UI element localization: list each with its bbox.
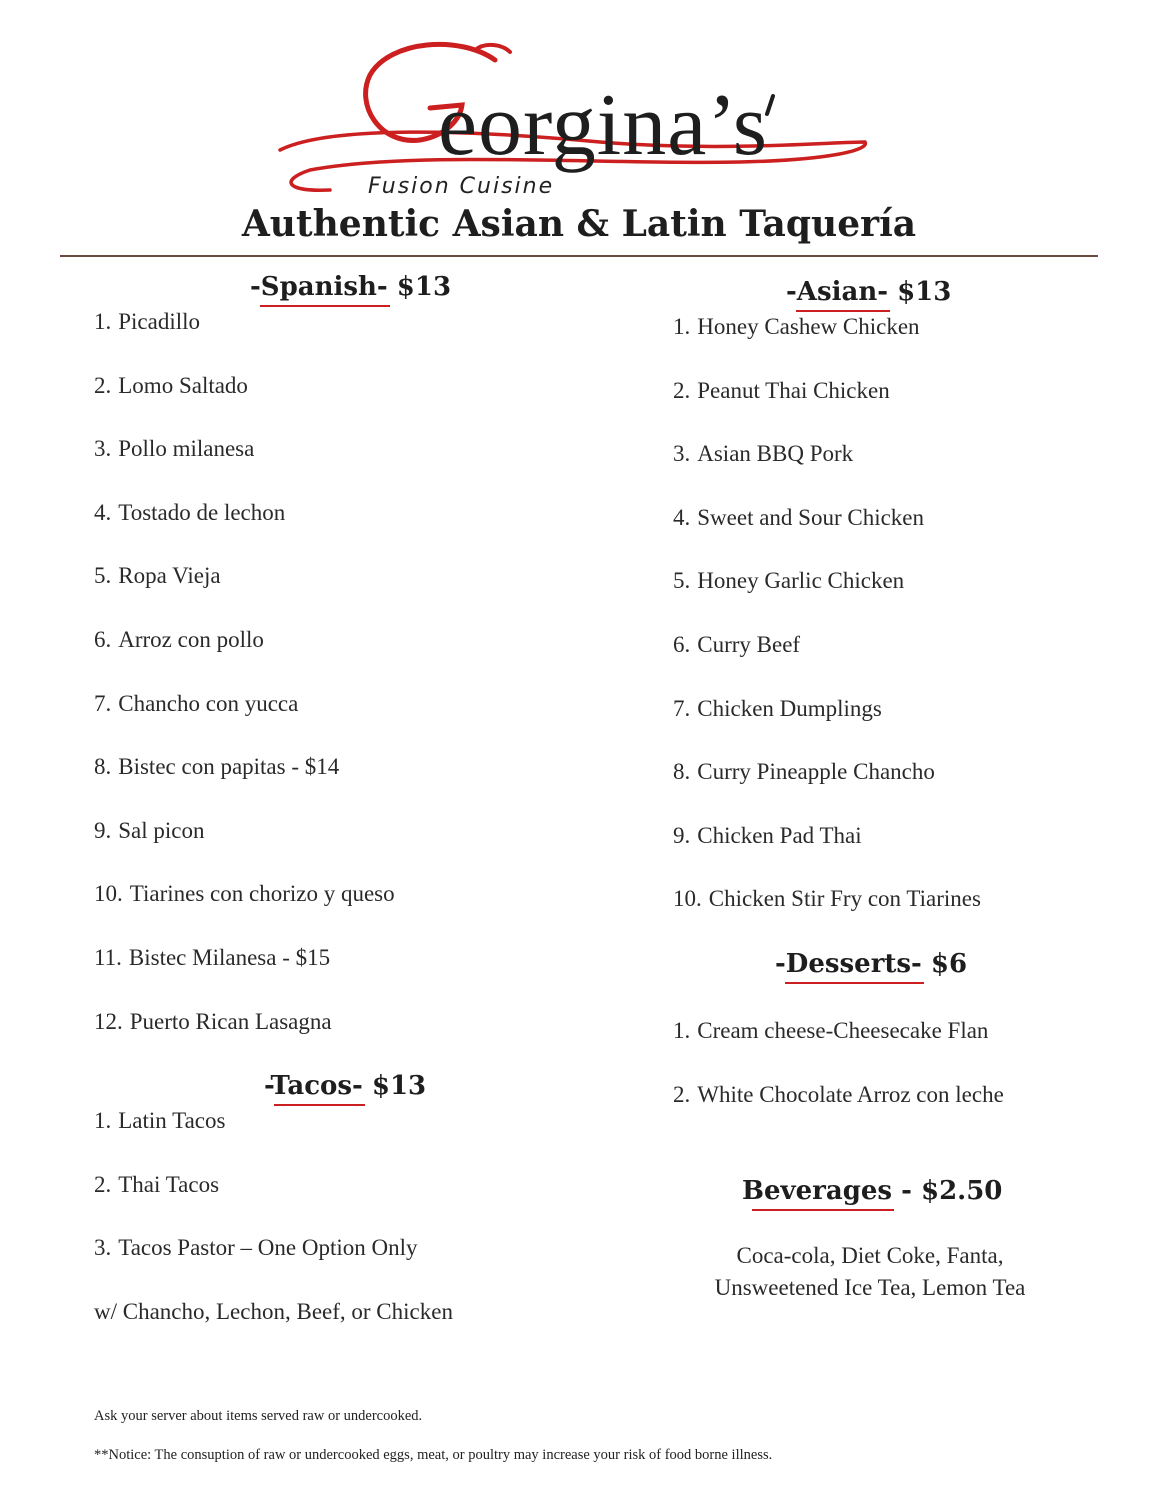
menu-item-number: 2. [673, 1081, 691, 1107]
asian-menu-item [673, 804, 981, 868]
menu-item-number: 4. [673, 504, 691, 530]
menu-item-name: Bistec con papitas - $14 [118, 754, 340, 780]
tacos-menu-item [94, 1216, 453, 1280]
menu-item-number: 6. [673, 631, 691, 657]
spanish-menu-item [94, 608, 395, 672]
menu-item-name: Honey Garlic Chicken [697, 568, 905, 594]
logo-subtitle: Fusion Cuisine [368, 174, 555, 199]
spanish-section-title: -Spanish- [250, 272, 388, 302]
restaurant-logo [270, 30, 880, 210]
menu-item-number: 10. [94, 881, 123, 907]
menu-item-number: 1. [94, 309, 112, 334]
menu-item-number: 7. [94, 690, 112, 716]
menu-item-name: Puerto Rican Lasagna [129, 1008, 332, 1034]
menu-item-name: Chicken Dumplings [697, 695, 882, 721]
beverages-line-1: Coca-cola, Diet Coke, Fanta, [736, 1243, 1004, 1268]
menu-item-number: 5. [673, 568, 691, 594]
menu-item-number: 10. [673, 886, 702, 912]
tacos-menu-item [94, 1280, 453, 1344]
menu-item-name: Arroz con pollo [118, 626, 264, 652]
spanish-menu-item [94, 417, 395, 481]
menu-item-number: 7. [673, 695, 691, 721]
menu-item-number: 4. [94, 499, 112, 525]
menu-item-number: 5. [94, 563, 112, 589]
asian-menu-item [673, 740, 981, 804]
menu-item-name: Chancho con yucca [118, 690, 299, 716]
menu-item-number: 3. [94, 1235, 112, 1261]
beverages-list [660, 1240, 1080, 1304]
menu-item-name: Tacos Pastor – One Option Only [118, 1235, 418, 1261]
beverages-section-heading [742, 1178, 1002, 1204]
menu-item-name: Sal picon [118, 817, 205, 843]
menu-item-name: Peanut Thai Chicken [697, 377, 890, 403]
spanish-menu-item [94, 990, 395, 1054]
asian-menu-item [673, 359, 981, 423]
spanish-menu-item [94, 481, 395, 545]
asian-section-price: $13 [897, 277, 952, 307]
menu-item-number: 8. [94, 754, 112, 780]
menu-item-name: Cream cheese-Cheesecake Flan [697, 1018, 989, 1043]
menu-item-number: 2. [94, 1171, 112, 1197]
tacos-menu-item [94, 1089, 453, 1153]
raw-food-note: Ask your server about items served raw or undercooked. [94, 1408, 423, 1424]
menu-item-number: 1. [94, 1108, 112, 1133]
menu-item-number: 8. [673, 759, 691, 785]
asian-menu-item [673, 549, 981, 613]
desserts-section-title: -Desserts- [775, 949, 922, 979]
menu-item-name: Latin Tacos [118, 1108, 226, 1133]
spanish-menu-item [94, 926, 395, 990]
asian-section-title: -Asian- [786, 277, 889, 307]
desserts-menu-item [673, 999, 1004, 1063]
menu-item-number: 3. [94, 436, 112, 462]
spanish-menu-item [94, 672, 395, 736]
tacos-menu-item [94, 1153, 453, 1217]
spanish-section-price: $13 [396, 272, 452, 302]
spanish-menu-item [94, 290, 395, 354]
menu-item-name: Lomo Saltado [118, 372, 248, 398]
spanish-menu-item [94, 735, 395, 799]
beverages-section-title: Beverages [742, 1176, 893, 1206]
beverages-line-2: Unsweetened Ice Tea, Lemon Tea [714, 1275, 1026, 1300]
menu-item-number: 9. [673, 822, 691, 848]
logo-wordmark: eorgina’s [438, 77, 768, 174]
menu-item-name: Honey Cashew Chicken [697, 314, 920, 339]
food-safety-notice: **Notice: The consuption of raw or undercooked eggs, meat, or poultry may increase your risk of food borne illness. [94, 1447, 773, 1463]
menu-item-number: 2. [673, 377, 691, 403]
asian-menu-item [673, 613, 981, 677]
menu-item-number: 1. [673, 1018, 691, 1043]
tacos-menu-list [94, 1089, 453, 1343]
menu-item-name: Ropa Vieja [118, 563, 221, 589]
spanish-menu-item [94, 862, 395, 926]
menu-item-name: w/ Chancho, Lechon, Beef, or Chicken [94, 1298, 453, 1324]
menu-item-name: Chicken Stir Fry con Tiarines [708, 886, 981, 912]
menu-item-name: Asian BBQ Pork [697, 441, 854, 467]
asian-menu-list [673, 295, 981, 931]
menu-item-number: 2. [94, 372, 112, 398]
spanish-menu-item [94, 354, 395, 418]
asian-menu-item [673, 422, 981, 486]
beverages-section-price: - $2.50 [901, 1176, 1003, 1206]
menu-item-name: Thai Tacos [118, 1171, 220, 1197]
menu-item-name: Chicken Pad Thai [697, 822, 862, 848]
tacos-section-title: -Tacos- [264, 1071, 363, 1101]
menu-item-name: Pollo milanesa [118, 436, 255, 462]
menu-item-name: Curry Beef [697, 631, 801, 657]
desserts-menu-item [673, 1063, 1004, 1127]
menu-item-number: 12. [94, 1008, 123, 1034]
menu-item-name: Bistec Milanesa - $15 [128, 944, 331, 970]
menu-item-name: Tiarines con chorizo y queso [129, 881, 395, 907]
menu-item-name: Curry Pineapple Chancho [697, 759, 935, 785]
spanish-menu-item [94, 799, 395, 863]
menu-item-name: Picadillo [118, 309, 201, 334]
asian-menu-item [673, 295, 981, 359]
menu-item-number: 9. [94, 817, 112, 843]
menu-item-number: 3. [673, 441, 691, 467]
spanish-menu-list [94, 290, 395, 1053]
asian-menu-item [673, 486, 981, 550]
spanish-menu-item [94, 544, 395, 608]
desserts-section-heading [775, 951, 967, 977]
menu-item-number: 1. [673, 314, 691, 339]
desserts-menu-list [673, 999, 1004, 1126]
page-tagline: Authentic Asian & Latin Taquería [241, 203, 917, 245]
menu-item-name: White Chocolate Arroz con leche [697, 1081, 1004, 1107]
asian-menu-item [673, 867, 981, 931]
menu-item-number: 6. [94, 626, 112, 652]
menu-item-number: 11. [94, 944, 122, 970]
header-divider [60, 255, 1098, 257]
desserts-section-price: $6 [930, 949, 968, 979]
asian-menu-item [673, 677, 981, 741]
menu-item-name: Sweet and Sour Chicken [697, 504, 925, 530]
menu-item-name: Tostado de lechon [118, 499, 286, 525]
tacos-section-price: $13 [371, 1071, 427, 1101]
